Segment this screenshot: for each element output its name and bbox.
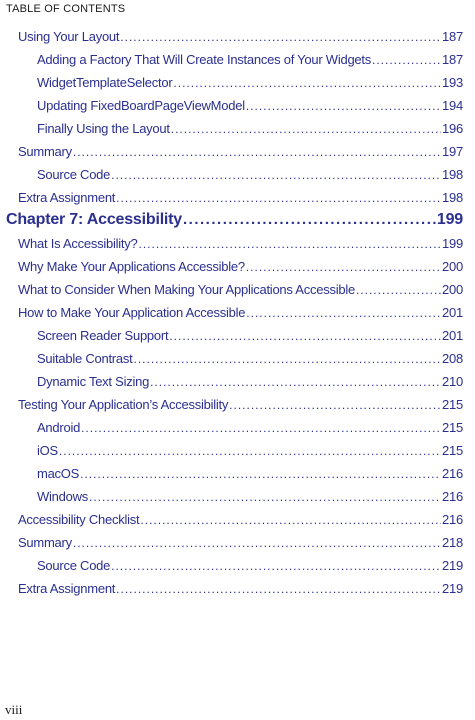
toc-entry-page: 215 bbox=[442, 443, 463, 458]
toc-entry[interactable] bbox=[18, 29, 463, 44]
toc-entry-page: 197 bbox=[442, 144, 463, 159]
toc-entry-page: 198 bbox=[442, 167, 463, 182]
toc-entry-page: 208 bbox=[442, 351, 463, 366]
toc-entry[interactable] bbox=[37, 466, 463, 481]
dot-leader bbox=[140, 513, 441, 527]
toc-entry-page: 219 bbox=[442, 558, 463, 573]
toc-entry[interactable] bbox=[18, 512, 463, 527]
toc-entry-page: 215 bbox=[442, 420, 463, 435]
dot-leader bbox=[120, 30, 441, 44]
toc-entry[interactable] bbox=[37, 98, 463, 113]
toc-entry-page: 193 bbox=[442, 75, 463, 90]
toc-entry-page: 216 bbox=[442, 512, 463, 527]
dot-leader bbox=[59, 444, 441, 458]
toc-entry-page: 196 bbox=[442, 121, 463, 136]
toc-entry-title: Accessibility Checklist bbox=[18, 512, 140, 527]
toc-entry-page: 201 bbox=[442, 305, 463, 320]
toc-entry-title: What to Consider When Making Your Applications Accessible bbox=[18, 282, 355, 297]
toc-entry[interactable] bbox=[37, 420, 463, 435]
toc-entry-title: Finally Using the Layout bbox=[37, 121, 170, 136]
toc-entry-title: iOS bbox=[37, 443, 58, 458]
toc-entry-title: Adding a Factory That Will Create Instances of Your Widgets bbox=[37, 52, 372, 67]
toc-entry-title: WidgetTemplateSelector bbox=[37, 75, 173, 90]
toc-entry[interactable] bbox=[18, 144, 463, 159]
toc-entry-page: 218 bbox=[442, 535, 463, 550]
toc-entry-title: Why Make Your Applications Accessible? bbox=[18, 259, 245, 274]
toc-entry[interactable] bbox=[37, 443, 463, 458]
toc-entry-title: Updating FixedBoardPageViewModel bbox=[37, 98, 245, 113]
toc-entry[interactable] bbox=[37, 52, 463, 67]
dot-leader bbox=[111, 168, 441, 182]
toc-entry[interactable] bbox=[37, 374, 463, 389]
toc-entry[interactable] bbox=[37, 489, 463, 504]
toc-entry[interactable] bbox=[18, 190, 463, 205]
toc-entry[interactable] bbox=[37, 121, 463, 136]
toc-entry-page: 215 bbox=[442, 397, 463, 412]
toc-entry-title: Testing Your Application’s Accessibility bbox=[18, 397, 229, 412]
toc-entry[interactable] bbox=[18, 282, 463, 297]
toc-entry[interactable] bbox=[37, 75, 463, 90]
dot-leader bbox=[89, 490, 441, 504]
toc-entry-title: Extra Assignment bbox=[18, 581, 116, 596]
toc-entry-title: Chapter 7: Accessibility bbox=[6, 211, 183, 228]
toc-entry[interactable] bbox=[37, 351, 463, 366]
dot-leader bbox=[173, 76, 441, 90]
dot-leader bbox=[139, 237, 442, 251]
toc-entry-page: 187 bbox=[442, 29, 463, 44]
toc-entry-page: 201 bbox=[442, 328, 463, 343]
toc-entry-title: Screen Reader Support bbox=[37, 328, 169, 343]
toc-entry-page: 219 bbox=[442, 581, 463, 596]
toc-entry-page: 216 bbox=[442, 489, 463, 504]
dot-leader bbox=[356, 283, 441, 297]
toc-entry-title: Summary bbox=[18, 144, 72, 159]
dot-leader bbox=[73, 536, 441, 550]
toc-entry-title: Summary bbox=[18, 535, 72, 550]
toc-entry-page: 199 bbox=[436, 211, 463, 228]
dot-leader bbox=[372, 53, 441, 67]
toc-entry-page: 187 bbox=[442, 52, 463, 67]
toc-entry-page: 216 bbox=[442, 466, 463, 481]
toc-entry[interactable] bbox=[37, 167, 463, 182]
toc-entry-title: Dynamic Text Sizing bbox=[37, 374, 150, 389]
dot-leader bbox=[73, 145, 441, 159]
dot-leader bbox=[246, 260, 441, 274]
dot-leader bbox=[246, 306, 441, 320]
dot-leader bbox=[171, 122, 441, 136]
toc-entry-title: Extra Assignment bbox=[18, 190, 116, 205]
dot-leader bbox=[116, 582, 441, 596]
toc-entry-title: Windows bbox=[37, 489, 88, 504]
dot-leader bbox=[133, 352, 441, 366]
toc-entry-title: Using Your Layout bbox=[18, 29, 120, 44]
toc-entry-page: 194 bbox=[442, 98, 463, 113]
toc-entry[interactable] bbox=[37, 328, 463, 343]
toc-entry-page: 200 bbox=[442, 259, 463, 274]
toc-entry[interactable] bbox=[18, 581, 463, 596]
dot-leader bbox=[169, 329, 441, 343]
toc-entry-title: Suitable Contrast bbox=[37, 351, 133, 366]
page-number: viii bbox=[5, 702, 23, 717]
dot-leader bbox=[80, 467, 441, 481]
toc-entry-page: 200 bbox=[442, 282, 463, 297]
toc-entry-title: How to Make Your Application Accessible bbox=[18, 305, 246, 320]
dot-leader bbox=[116, 191, 441, 205]
toc-entry-title: Android bbox=[37, 420, 81, 435]
toc-entry[interactable] bbox=[18, 236, 463, 251]
dot-leader bbox=[183, 211, 436, 228]
toc-entry[interactable] bbox=[37, 558, 463, 573]
toc-entry-title: Source Code bbox=[37, 558, 111, 573]
running-head: TABLE OF CONTENTS bbox=[6, 3, 126, 15]
dot-leader bbox=[111, 559, 441, 573]
toc-entry-title: macOS bbox=[37, 466, 80, 481]
toc-entry-title: Source Code bbox=[37, 167, 111, 182]
toc-chapter-entry[interactable] bbox=[6, 211, 463, 229]
toc-entry[interactable] bbox=[18, 259, 463, 274]
toc-entry[interactable] bbox=[18, 397, 463, 412]
toc-entry[interactable] bbox=[18, 535, 463, 550]
toc-entry-page: 199 bbox=[442, 236, 463, 251]
dot-leader bbox=[81, 421, 441, 435]
toc-entry-page: 210 bbox=[442, 374, 463, 389]
toc-entry-title: What Is Accessibility? bbox=[18, 236, 138, 251]
dot-leader bbox=[150, 375, 441, 389]
toc-entry-page: 198 bbox=[442, 190, 463, 205]
toc-entry[interactable] bbox=[18, 305, 463, 320]
dot-leader bbox=[229, 398, 441, 412]
dot-leader bbox=[246, 99, 441, 113]
